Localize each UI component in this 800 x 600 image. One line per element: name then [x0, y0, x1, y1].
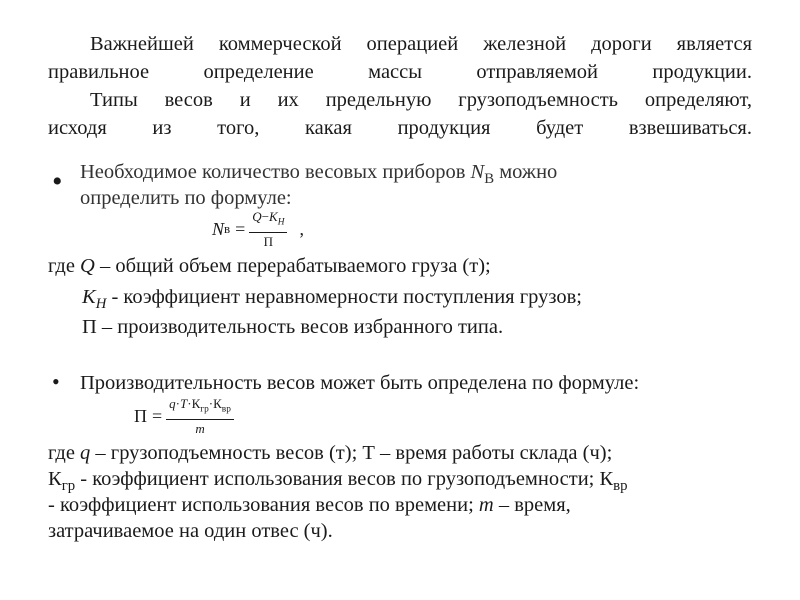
section2-line1: Производительность весов может быть определена по формуле:	[80, 372, 640, 394]
where2-kgr: К	[48, 468, 62, 490]
bullet-icon-2: •	[52, 369, 60, 394]
formula-p-t: T	[180, 396, 188, 411]
intro-p1-line2: правильное определение массы отправляемой продукции.	[48, 61, 752, 83]
formula-p-k1-sub: гр	[200, 404, 209, 415]
where-p: П – производительность весов избранного типа.	[82, 316, 504, 338]
formula-nv-minus: −	[261, 209, 270, 224]
formula-p-denominator: m	[195, 420, 205, 436]
intro-paragraph-2	[48, 86, 752, 142]
formula-nv-k: K	[269, 209, 278, 224]
formula-nv-numerator	[249, 209, 287, 233]
formula-nv-fraction	[249, 209, 287, 250]
formula-p-fraction	[166, 396, 234, 437]
where2-q-var: q	[80, 442, 91, 464]
formula-p	[134, 396, 238, 437]
intro-p1-line1: Важнейшей коммерческой операцией железной дороги является	[90, 33, 752, 55]
formula-p-dot3: ·	[208, 396, 214, 411]
section1-line2: определить по формуле:	[80, 187, 292, 209]
formula-p-k1: К	[191, 396, 201, 411]
formula-p-k2-sub: вр	[221, 404, 231, 415]
formula-p-numerator	[166, 396, 234, 420]
formula-nv-q: Q	[252, 209, 262, 224]
intro-text	[48, 30, 752, 142]
where-q-var: Q	[80, 255, 95, 277]
where-q-text: – общий объем перерабатываемого груза (т);	[94, 255, 491, 277]
var-n: N	[470, 161, 485, 183]
where2-line3-text: – время,	[493, 494, 571, 516]
where2-line2-text: - коэффициент использования весов по грузоподъемности; К	[75, 468, 614, 490]
where-kh-var: K	[82, 286, 96, 308]
where2-line3	[48, 491, 571, 519]
where2-line1	[48, 439, 612, 467]
where-kh-text: - коэффициент неравномерности поступления грузов;	[106, 286, 582, 308]
formula-p-dot2: ·	[187, 396, 192, 411]
where2-line1-prefix: где	[48, 442, 81, 464]
formula-nv	[212, 209, 304, 250]
formula-p-lhs: П	[134, 405, 147, 426]
formula-p-dot1: ·	[175, 396, 180, 411]
formula-nv-comma: ,	[299, 218, 304, 239]
formula-nv-k-sub: H	[277, 217, 285, 228]
formula-p-eq: =	[152, 405, 163, 426]
intro-paragraph-1	[48, 30, 752, 86]
where-kh-sub: H	[95, 296, 107, 313]
where2-line3-prefix: - коэффициент использования весов по времени;	[48, 494, 479, 516]
where2-m-var: m	[478, 494, 494, 516]
var-n-sub: В	[484, 171, 495, 188]
formula-p-q: q	[169, 396, 176, 411]
bullet-icon: •	[52, 165, 63, 198]
where2-kvr-sub: вр	[613, 478, 628, 495]
where2-line4: затрачиваемое на один отвес (ч).	[48, 520, 333, 542]
formula-nv-lhs: N	[212, 218, 225, 239]
formula-nv-denominator: П	[263, 233, 274, 249]
intro-p2-line2: исходя из того, какая продукция будет взвешиваться.	[48, 117, 752, 139]
where2-kgr-sub: гр	[61, 478, 76, 495]
section1-line1-prefix: Необходимое количество весовых приборов	[80, 161, 471, 183]
section1-line1-suffix: можно	[494, 161, 558, 183]
formula-nv-lhs-sub: в	[224, 221, 231, 237]
formula-p-k2: К	[213, 396, 222, 411]
formula-nv-eq: =	[235, 218, 246, 239]
where2-line1-text: – грузоподъемность весов (т); Т – время работы склада (ч);	[90, 442, 613, 464]
intro-p2-line1: Типы весов и их предельную грузоподъемность определяют,	[90, 89, 752, 111]
where-q-prefix: где	[48, 255, 81, 277]
where-q	[48, 252, 491, 280]
